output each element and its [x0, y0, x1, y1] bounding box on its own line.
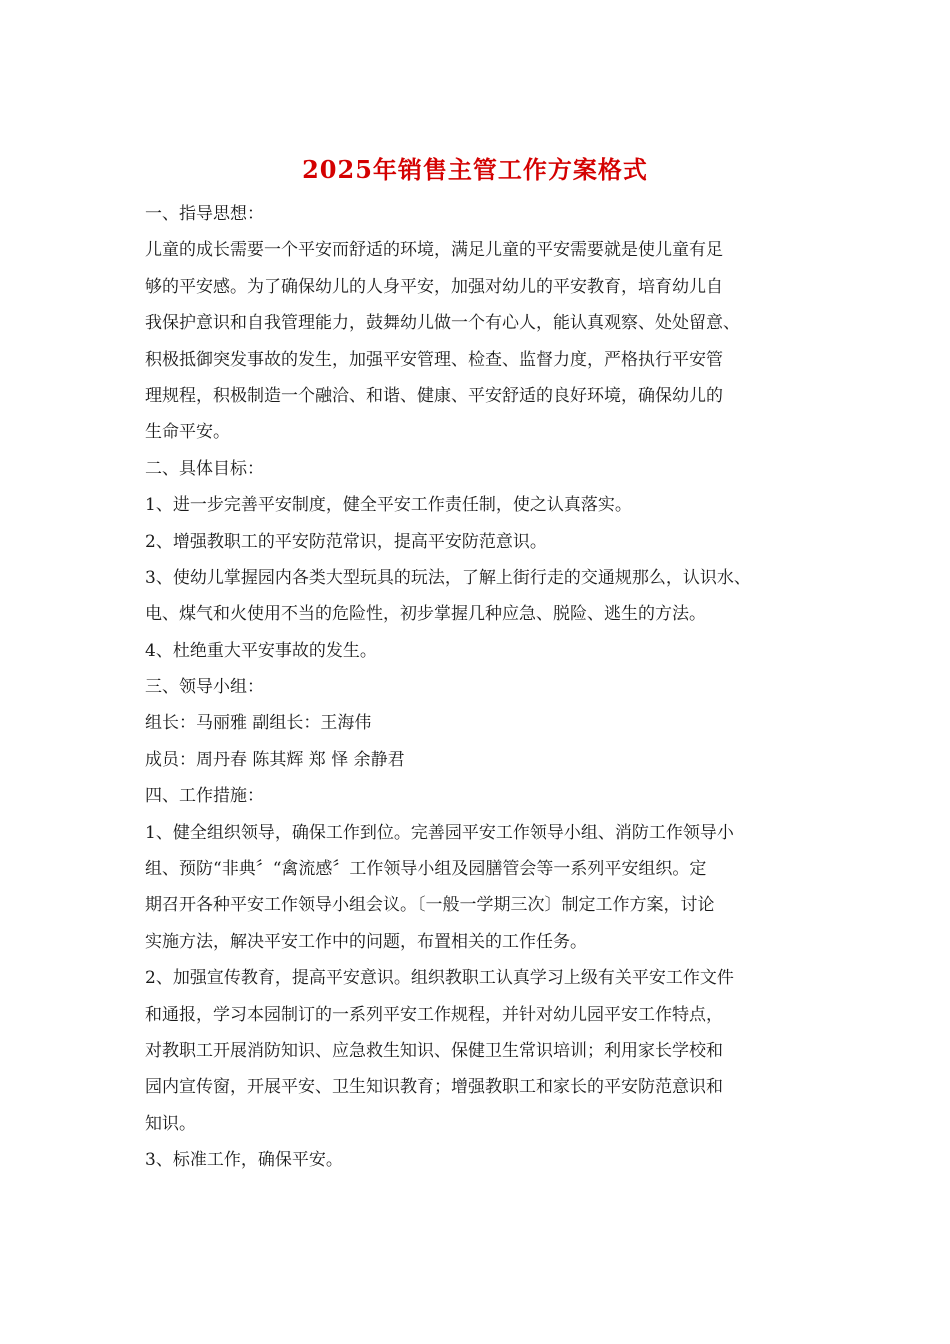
text-line: 成员：周丹春 陈其辉 郑 怿 余静君: [145, 749, 405, 770]
text-line: 我保护意识和自我管理能力，鼓舞幼儿做一个有心人，能认真观察、处处留意、: [145, 313, 740, 334]
text-line: 二、具体目标：: [145, 458, 264, 479]
text-line: 1、进一步完善平安制度，健全平安工作责任制，使之认真落实。: [145, 495, 632, 516]
text-line: 园内宣传窗，开展平安、卫生知识教育；增强教职工和家长的平安防范意识和: [145, 1077, 723, 1098]
document-title: 2025年销售主管工作方案格式: [302, 155, 648, 184]
text-line: 和通报，学习本园制订的一系列平安工作规程，并针对幼儿园平安工作特点，: [145, 1004, 723, 1025]
text-line: 3、标准工作，确保平安。: [145, 1150, 343, 1171]
text-line: 2、加强宣传教育，提高平安意识。组织教职工认真学习上级有关平安工作文件: [145, 968, 734, 989]
text-line: 4、杜绝重大平安事故的发生。: [145, 640, 377, 661]
text-line: 知识。: [145, 1113, 196, 1134]
text-line: 一、指导思想：: [145, 204, 264, 224]
text-line: 三、领导小组：: [145, 677, 264, 698]
text-line: 组、预防“非典〞“禽流感〞工作领导小组及园膳管会等一系列平安组织。定: [145, 859, 707, 880]
text-line: 电、煤气和火使用不当的危险性，初步掌握几种应急、脱险、逃生的方法。: [145, 604, 706, 625]
text-line: 生命平安。: [145, 422, 230, 443]
text-line: 2、增强教职工的平安防范常识，提高平安防范意识。: [145, 531, 547, 552]
text-line: 组长：马丽雅 副组长：王海伟: [145, 713, 372, 734]
text-line: 3、使幼儿掌握园内各类大型玩具的玩法，了解上街行走的交通规那么，认识水、: [145, 567, 751, 588]
text-line: 期召开各种平安工作领导小组会议。〔一般一学期三次〕制定工作方案，讨论: [145, 895, 715, 916]
text-line: 儿童的成长需要一个平安而舒适的环境，满足儿童的平安需要就是使儿童有足: [145, 240, 723, 261]
text-line: 够的平安感。为了确保幼儿的人身平安，加强对幼儿的平安教育，培育幼儿自: [145, 276, 723, 297]
text-line: 四、工作措施：: [145, 786, 264, 807]
text-line: 1、健全组织领导，确保工作到位。完善园平安工作领导小组、消防工作领导小: [145, 822, 734, 843]
text-line: 实施方法，解决平安工作中的问题，布置相关的工作任务。: [145, 931, 587, 952]
document-body: [145, 196, 825, 1179]
text-line: 理规程，积极制造一个融洽、和谐、健康、平安舒适的良好环境，确保幼儿的: [145, 385, 723, 406]
text-line: 积极抵御突发事故的发生，加强平安管理、检查、监督力度，严格执行平安管: [145, 349, 723, 370]
text-line: 对教职工开展消防知识、应急救生知识、保健卫生常识培训；利用家长学校和: [145, 1040, 723, 1061]
